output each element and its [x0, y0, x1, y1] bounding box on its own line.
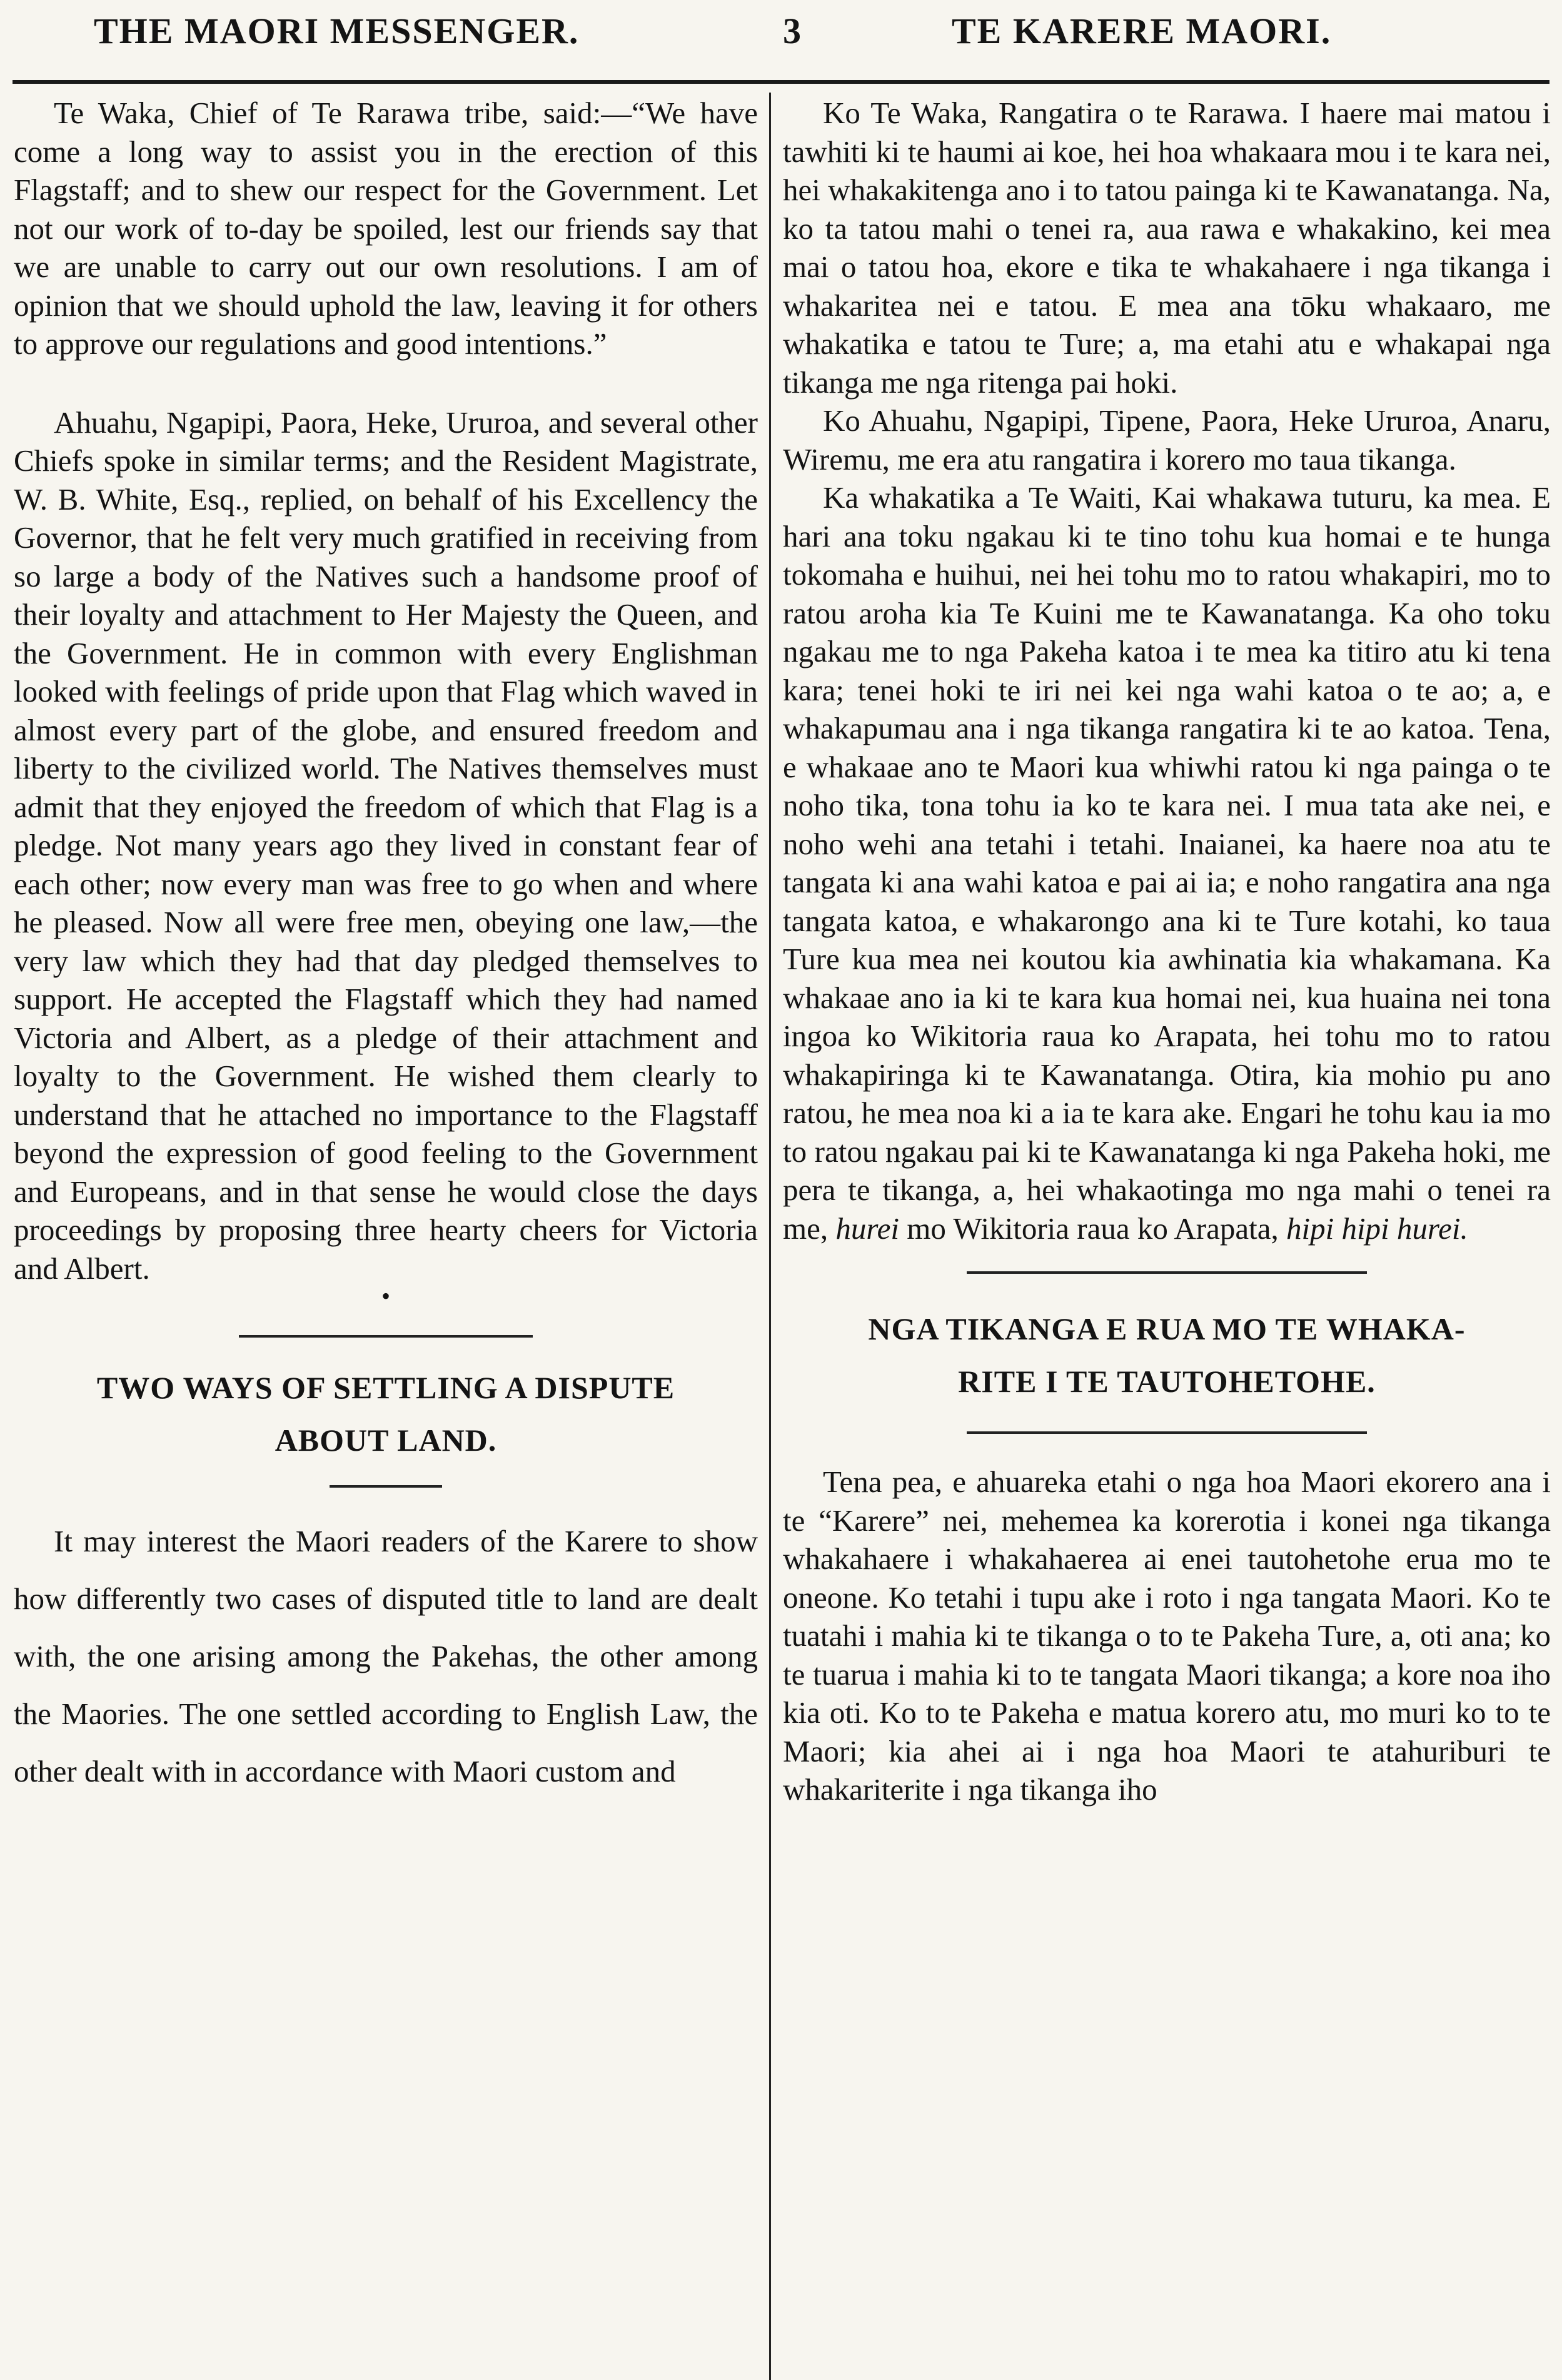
end-mark: • — [381, 1282, 390, 1310]
header-rule — [13, 80, 1549, 84]
heading-rule — [330, 1485, 442, 1488]
column-divider — [769, 93, 771, 2380]
te-waka-speech: Te Waka, Chief of Te Rarawa tribe, said:—“We have come a long way to assist you in the erection of this Flagstaff; and to shew our respect for the Government. Let not our work of to-day be spoiled, lest our friends say that we are unable to carry out our own resolutions. I am of opinion that we should uphold the law, leaving it for others to approve our regulations and good intentions.” — [14, 96, 758, 361]
land-dispute-intro-maori: Tena pea, e ahuareka etahi o nga hoa Maori ekorero ana i te “Karere” nei, mehemea ka korerotia i konei nga tikanga whakahaere i whakahaerea ai enei tautohetohe erua mo te oneone. Ko tetahi i tupu ake i roto i nga tangata Maori. Ko te tuatahi i mahia ki te tikanga o to te Pakeha Ture, a, oti ana; ko te tuarua i mahia ki to te tangata Maori tikanga; a kore noa iho kia oti. Ko to te Pakeha e matua korero atu, mo muri ko to te Maori; kia ahei ai i nga hoa Maori te atahuriburi te whakariterite i nga tikanga iho — [783, 1465, 1551, 1807]
section-rule-maori — [967, 1271, 1367, 1274]
te-waka-speech-maori: Ko Te Waka, Rangatira o te Rarawa. I haere mai matou i tawhiti ki te haumi ai koe, hei hoa whakaara mou i te kara nei, hei whakakitenga ano i to tatou painga ki te Kawanatanga. Na, ko ta tatou mahi o tenei ra, aua rawa e whakakino, kei mea mai o tatou hoa, ekore e tika te whakahaere i nga tikanga i whakaritea nei e tatou. E mea ana tōku whakaaro, me whakatika e tatou te Ture; a, ma etahi atu e whakapai nga tikanga me nga ritenga pai hoki. — [783, 96, 1551, 400]
hurei-italic: hurei — [835, 1211, 899, 1246]
article-heading-maori-line2: RITE I TE TAUTOHETOHE. — [958, 1364, 1376, 1399]
magistrate-reply-maori — [783, 478, 1551, 1248]
page-header — [0, 4, 1562, 79]
article-heading-line2: ABOUT LAND. — [275, 1423, 497, 1458]
reply-text-end: mo Wikitoria raua ko Arapata, — [907, 1211, 1279, 1246]
land-dispute-intro: It may interest the Maori readers of the Karere to show how differently two cases of disputed title to land are dealt with, the one arising among the Pakehas, the other among the Maories. The one settled according to English Law, the other dealt with in accordance with Maori custom and — [14, 1524, 758, 1788]
chiefs-spoke-maori: Ko Ahuahu, Ngapipi, Tipene, Paora, Heke Ururoa, Anaru, Wiremu, me era atu rangatira i korero mo taua tikanga. — [783, 403, 1551, 477]
article-heading-maori-line1: NGA TIKANGA E RUA MO TE WHAKA- — [868, 1311, 1466, 1346]
hipi-hurei-italic: hipi hipi hurei. — [1286, 1211, 1468, 1246]
article-heading-line1: TWO WAYS OF SETTLING A DISPUTE — [96, 1370, 675, 1405]
english-column — [14, 94, 762, 1800]
english-masthead: THE MAORI MESSENGER. — [94, 11, 580, 51]
reply-text: Ka whakatika a Te Waiti, Kai whakawa tuturu, ka mea. E hari ana toku ngakau ki te tino tohu kua homai e te hunga tokomaha e huihui, nei hei tohu mo to ratou whakapiri, mo to ratou aroha kia Te Kuini me te Kawanatanga. Ka oho toku ngakau me to nga Pakeha katoa i te mea ka titiro atu ki tena kara; tenei hoki te iri nei kei nga wahi katoa o te ao; a, e whakapumau ana i nga tikanga rangatira ki te ao katoa. Tena, e whakaae ano te Maori kua whiwhi ratou ki nga painga o te noho tika, tona tohu ia ko te kara nei. I mua tata ake nei, e noho wehi ana tetahi i tetahi. Inaianei, ka haere noa atu te tangata ki ana wahi katoa e pai ai ia; e noho rangatira ana nga tangata katoa, e whakarongo ana ki te Ture kotahi, ko taua Ture kua mea nei koutou kia awhinatia kia whakamana. Ka whakaae ano ia ki te kara kua homai nei, kua huaina nei tona ingoa ko Wikitoria raua ko Arapata, hei tohu mo to ratou whakapiringa ki te Kawanatanga. Otira, kia mohio pu ano ratou, he mea noa ki a ia te kara ake. Engari he tohu kau ia mo to ratou ngakau pai ki te Kawanatanga ki nga Pakeha hoki, me pera te tikanga, a, hei whakaotinga mo nga mahi o tenei ra me, — [783, 480, 1551, 1246]
maori-column — [783, 94, 1551, 1809]
magistrate-reply: Ahuahu, Ngapipi, Paora, Heke, Ururoa, and several other Chiefs spoke in similar terms; and the Resident Magistrate, W. B. White, Esq., replied, on behalf of his Excellency the Governor, that he felt very much gratified in receiving from so large a body of the Natives such a handsome proof of their loyalty and attachment to Her Majesty the Queen, and the Government. He in common with every Englishman looked with feelings of pride upon that Flag which waved in almost every part of the globe, and ensured freedom and liberty to the civilized world. The Natives themselves must admit that they enjoyed the freedom of which that Flag is a pledge. Not many years ago they lived in constant fear of each other; now every man was free to go when and where he pleased. Now all were free men, obeying one law,—the very law which they had that day pledged themselves to support. He accepted the Flagstaff which they had named Victoria and Albert, as a pledge of their attachment and loyalty to the Government. He wished them clearly to understand that he attached no importance to the Flagstaff beyond the expression of good feeling to the Government and Europeans, and in that sense he would close the days proceedings by proposing three hearty cheers for Victoria and Albert. — [14, 405, 758, 1286]
maori-masthead: TE KARERE MAORI. — [952, 11, 1332, 51]
heading-rule-maori — [967, 1431, 1367, 1434]
section-rule — [239, 1335, 533, 1338]
page-number: 3 — [783, 11, 802, 51]
